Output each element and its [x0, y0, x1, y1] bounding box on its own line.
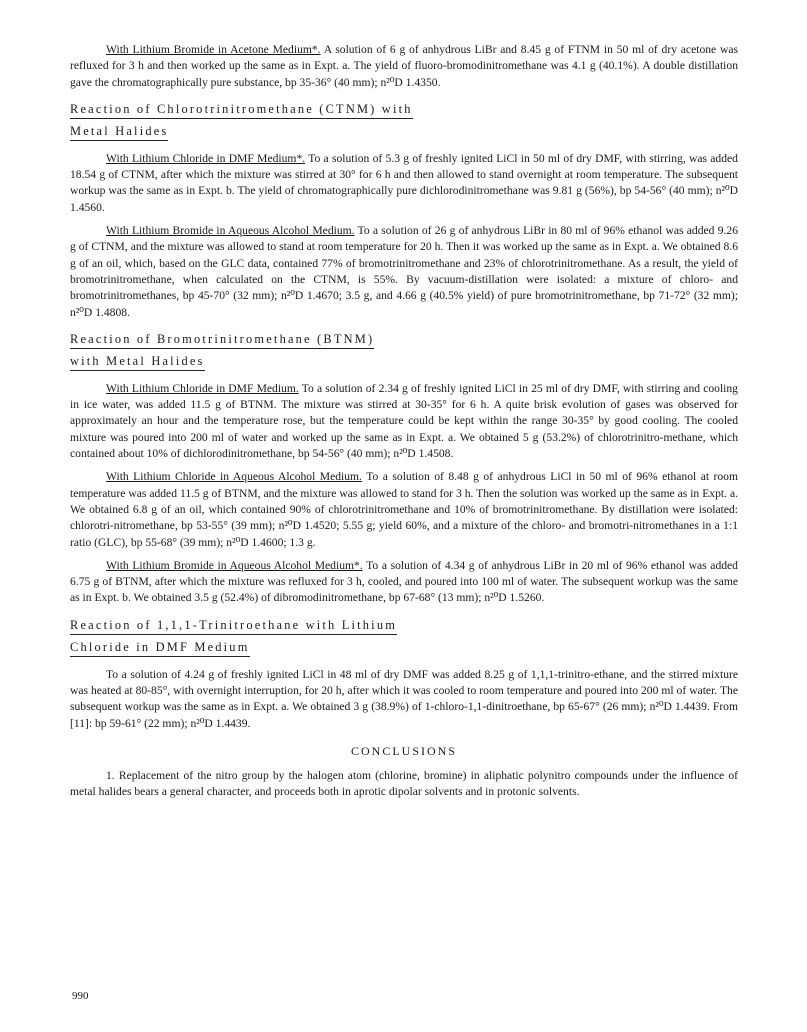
paragraph-text: 1. Replacement of the nitro group by the halogen atom (chlorine, bromine) in aliphatic polynitro compounds under the influence of metal halides bears a general character, and proceeds both in aprotic dipolar solvents and in protonic solvents.: [70, 768, 738, 799]
paragraph-ctnm-licl: [70, 151, 738, 216]
heading-line-2: Chloride in DMF Medium: [70, 639, 250, 657]
paragraph-lead: With Lithium Chloride in DMF Medium*.: [106, 151, 306, 165]
section-heading-btnm: [70, 331, 738, 375]
paragraph-ctnm-libr: [70, 223, 738, 321]
conclusions-heading: CONCLUSIONS: [350, 743, 457, 758]
section-heading-trinitroethane: [70, 617, 738, 661]
paragraph-text: A solution of 6 g of anhydrous LiBr and 8.45 g of FTNM in 50 ml of dry acetone was refluxed for 3 h and then worked up the same as in Expt. a. The yield of fluoro-bromodinitromethane was 4.1 g (40.1%). A double distillation gave the chromatographically pure substance, bp 35-36° (40 mm); n²⁰D 1.4350.: [70, 43, 739, 89]
paragraph-text: To a solution of 4.24 g of freshly ignited LiCl in 48 ml of dry DMF was added 8.25 g of 1,1,1-trinitro-ethane, and the stirred mixture was heated at 80-85°, with overnight interruption, for 20 h, after which it was cooled to room temperature and poured into 200 ml of water. The subsequent workup was the same as in Expt. a. We obtained 3 g (38.9%) of 1-chloro-1,1-dinitroethane, bp 65-67° (26 mm); n²⁰D 1.4439. From [11]: bp 59-61° (22 mm); n²⁰D 1.4439.: [70, 667, 738, 730]
heading-line-1: Reaction of 1,1,1-Trinitroethane with Lithium: [70, 617, 397, 635]
paragraph-trinitroethane: [70, 667, 738, 732]
paragraph-text: To a solution of 26 g of anhydrous LiBr in 80 ml of 96% ethanol was added 9.26 g of CTNM, and the mixture was allowed to stand at room temperature for 20 h. Then it was worked up the same as in Expt. a. We obtained 8.6 g of an oil, which, based on the GLC data, contained 77% of bromotrinitromethane and 23% of chlorotrinitromethane. As a result, the yield of bromotrinitromethane, when calculated on the CTNM, is 55%. By vacuum-distillation were isolated: a mixture of chloro- and bromotrinitromethanes, bp 45-70° (32 mm); n²⁰D 1.4670; 3.5 g, and 4.66 g (40.5% yield) of pure bromotrinitromethane, bp 71-72° (32 mm); n²⁰D 1.4808.: [70, 224, 738, 319]
page-number: 990: [72, 990, 89, 1002]
paragraph-btnm-libr-alcohol: [70, 558, 738, 607]
paragraph-lead: With Lithium Bromide in Aqueous Alcohol Medium.: [106, 224, 355, 238]
paragraph-text: To a solution of 4.34 g of anhydrous LiBr in 20 ml of 96% ethanol was added 6.75 g of BTNM, after which the mixture was refluxed for 3 h, cooled, and poured into 100 ml of water. The subsequent workup was the same as in Expt. b. We obtained 3.5 g (52.4%) of dibromodinitromethane, bp 67-68° (13 mm); n²⁰D 1.5260.: [70, 558, 738, 605]
paragraph-text: To a solution of 5.3 g of freshly ignited LiCl in 50 ml of dry DMF, with stirring, was added 18.54 g of CTNM, after which the mixture was stirred at 30° for 6 h and then allowed to stand overnight at room temperature. The subsequent workup was the same as in Expt. b. The yield of chromatographically pure dichlorodinitromethane was 9.81 g (56%), bp 54-56° (40 mm); n²⁰D 1.4560.: [70, 151, 738, 214]
paragraph-acetone: [70, 42, 738, 91]
heading-line-2: Metal Halides: [70, 123, 168, 141]
paragraph-lead: With Lithium Chloride in Aqueous Alcohol Medium.: [106, 470, 362, 484]
paragraph-btnm-licl-alcohol: [70, 469, 738, 550]
paragraph-text: To a solution of 2.34 g of freshly ignited LiCl in 25 ml of dry DMF, with stirring and cooling in ice water, was added 11.5 g of BTNM. The mixture was stirred at 30-35° for 6 h. A quite brisk evolution of gases was observed for approximately an hour and the temperature rose, but the temperature could be kept within the range 30-35° by good cooling. The cooled mixture was poured into 200 ml of water and worked up the same as in Expt. a. We obtained 5 g (53.2%) of chlorotrinitro-methane, which contained about 10% of dichlorodinitromethane, bp 54-56° (40 mm); n²⁰D 1.4508.: [70, 381, 738, 461]
section-heading-ctnm: [70, 101, 738, 145]
paragraph-lead: With Lithium Bromide in Acetone Medium*.: [106, 43, 321, 56]
heading-line-1: Reaction of Chlorotrinitromethane (CTNM) with: [70, 101, 413, 119]
paragraph-btnm-licl-dmf: [70, 381, 738, 462]
paragraph-lead: With Lithium Chloride in DMF Medium.: [106, 381, 299, 395]
paper-page: [70, 42, 738, 808]
conclusion-item-1: [70, 768, 738, 801]
paragraph-text: To a solution of 8.48 g of anhydrous LiCl in 50 ml of 96% ethanol at room temperature was added 11.5 g of BTNM, and the mixture was allowed to stand for 3 h. Then the solution was worked up the same as in Expt. a. We obtained 6.8 g of an oil, which contained 90% of chlorotrinitromethane and 10% of bromotrinitromethane. By distillation were isolated: chlorotri-nitromethane, bp 53-55° (39 mm); n²⁰D 1.4520; 5.55 g; yield 60%, and a mixture of the chloro- and bromotri-nitromethanes in a 1:1 ratio (GLC), bp 55-68° (39 mm); n²⁰D 1.4600; 1.3 g.: [70, 470, 738, 549]
heading-line-1: Reaction of Bromotrinitromethane (BTNM): [70, 331, 374, 349]
paragraph-lead: With Lithium Bromide in Aqueous Alcohol Medium*.: [106, 558, 363, 572]
heading-line-2: with Metal Halides: [70, 353, 205, 371]
